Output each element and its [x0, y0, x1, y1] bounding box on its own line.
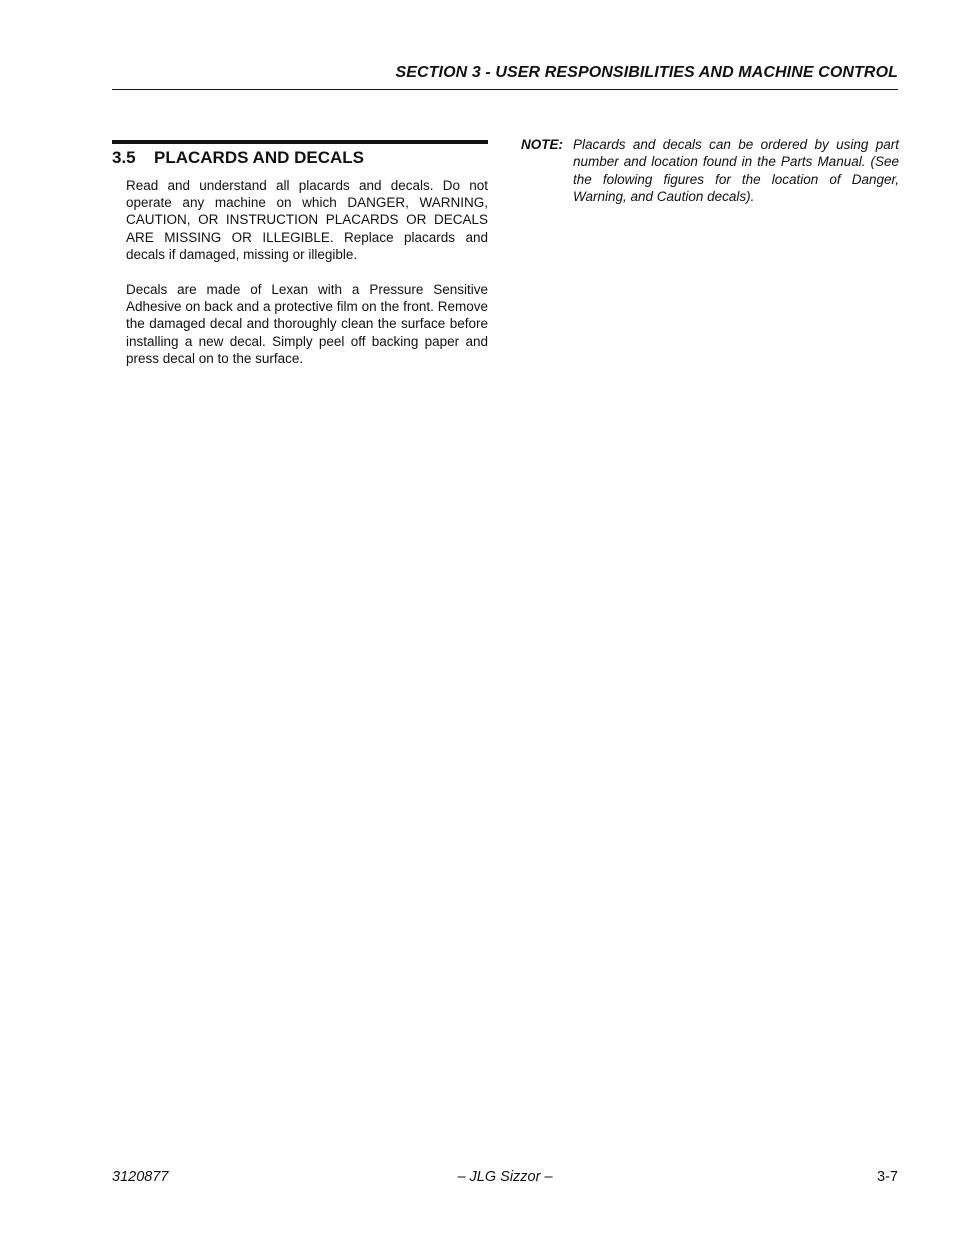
section-placards-decals [112, 140, 488, 367]
section-heading [112, 148, 488, 168]
paragraph-decal-material: Decals are made of Lexan with a Pressure Sensitive Adhesive on back and a protective film on the front. Remove the damaged decal and thoroughly clean the surface before installing a new decal. Simply peel off backing paper and press decal on to the surface. [126, 282, 488, 366]
footer-doc-number: 3120877 [112, 1169, 169, 1185]
footer-product-name: – JLG Sizzor – [457, 1169, 553, 1185]
section-number: 3.5 [112, 148, 136, 167]
note-text: Placards and decals can be ordered by using part number and location found in the Parts Manual. (See the folowing figures for the location of Danger, Warning, and Caution decals). [573, 137, 899, 204]
page-header-title: SECTION 3 - USER RESPONSIBILITIES AND MACHINE CONTROL [395, 64, 898, 81]
footer-page-number: 3-7 [877, 1169, 898, 1185]
header-divider [112, 89, 898, 90]
section-title: PLACARDS AND DECALS [154, 148, 364, 167]
page-footer [112, 1169, 898, 1189]
note-label: NOTE: [521, 137, 563, 152]
section-divider [112, 140, 488, 144]
paragraph-read-understand: Read and understand all placards and decals. Do not operate any machine on which DANGER, WARNING, CAUTION, OR INSTRUCTION PLACARDS OR DECALS ARE MISSING OR ILLEGIBLE. Replace placards and decals if damaged, missing or illegible. [126, 178, 488, 262]
note-block [521, 136, 899, 205]
